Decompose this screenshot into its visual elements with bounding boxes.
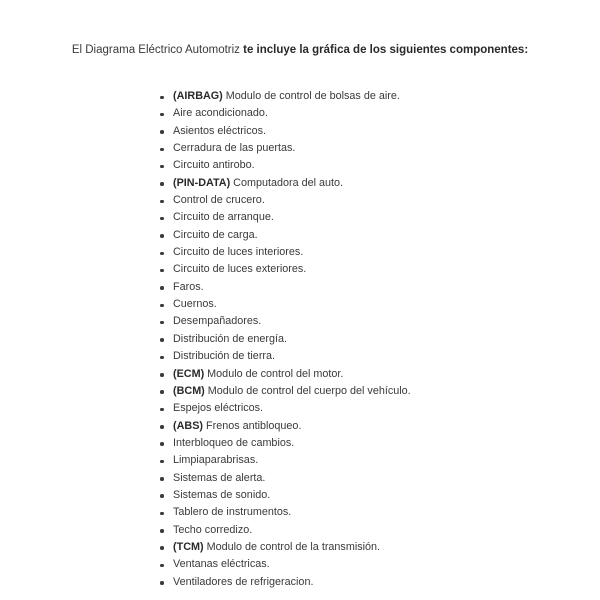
component-description: Aire acondicionado. xyxy=(173,107,268,120)
list-item xyxy=(158,487,411,504)
component-description: Interbloqueo de cambios. xyxy=(173,436,295,449)
list-item xyxy=(158,88,411,105)
list-item xyxy=(158,279,411,296)
list-item xyxy=(158,175,411,192)
component-description: Circuito de luces interiores. xyxy=(173,246,304,259)
list-item xyxy=(158,504,411,521)
component-description: Circuito de arranque. xyxy=(173,211,274,224)
component-description: Control de crucero. xyxy=(173,194,265,207)
component-description: Cerradura de las puertas. xyxy=(173,142,296,155)
component-description: Espejos eléctricos. xyxy=(173,402,264,415)
list-item xyxy=(158,227,411,244)
component-code: (PIN-DATA) xyxy=(173,176,231,189)
list-item xyxy=(158,539,411,556)
component-description: Sistemas de sonido. xyxy=(173,488,271,501)
component-code: (TCM) xyxy=(173,540,204,553)
list-item xyxy=(158,105,411,122)
component-description: Circuito antirobo. xyxy=(173,159,255,172)
list-item xyxy=(158,522,411,539)
component-description: Cuernos. xyxy=(173,298,217,311)
component-description: Frenos antibloqueo. xyxy=(203,419,302,432)
component-description: Techo corredizo. xyxy=(173,523,253,536)
component-description: Desempañadores. xyxy=(173,315,262,328)
component-description: Sistemas de alerta. xyxy=(173,471,266,484)
list-item xyxy=(158,331,411,348)
list-item xyxy=(158,261,411,278)
list-item xyxy=(158,157,411,174)
list-item xyxy=(158,348,411,365)
list-item xyxy=(158,123,411,140)
list-item xyxy=(158,470,411,487)
list-item xyxy=(158,209,411,226)
list-item xyxy=(158,400,411,417)
list-item xyxy=(158,452,411,469)
list-item xyxy=(158,556,411,573)
component-description: Computadora del auto. xyxy=(230,176,344,189)
component-description: Limpiaparabrisas. xyxy=(173,454,259,467)
component-code: (BCM) xyxy=(173,384,205,397)
component-description: Asientos eléctricos. xyxy=(173,124,267,137)
list-item xyxy=(158,313,411,330)
component-code: (ECM) xyxy=(173,367,205,380)
list-item xyxy=(158,574,411,591)
component-description: Tablero de instrumentos. xyxy=(173,506,292,519)
component-description: Ventanas eléctricas. xyxy=(173,558,270,571)
list-item xyxy=(158,140,411,157)
component-description: Modulo de control de bolsas de aire. xyxy=(222,90,400,102)
component-description: Circuito de carga. xyxy=(173,228,258,241)
list-item xyxy=(158,383,411,400)
intro-paragraph xyxy=(60,42,540,58)
component-code: (AIRBAG) xyxy=(173,90,223,102)
component-description: Modulo de control del motor. xyxy=(204,367,344,380)
list-item xyxy=(158,366,411,383)
component-description: Circuito de luces exteriores. xyxy=(173,263,307,276)
list-item xyxy=(158,435,411,452)
list-item xyxy=(158,296,411,313)
component-description: Distribución de energía. xyxy=(173,332,288,345)
list-item xyxy=(158,244,411,261)
component-description: Ventiladores de refrigeracion. xyxy=(173,575,314,588)
list-item xyxy=(158,418,411,435)
list-item xyxy=(158,192,411,209)
component-description: Modulo de control de la transmisión. xyxy=(203,540,381,553)
component-description: Modulo de control del cuerpo del vehículo. xyxy=(204,384,411,397)
component-description: Faros. xyxy=(173,280,204,293)
component-code: (ABS) xyxy=(173,419,203,432)
intro-text: El Diagrama Eléctrico Automotriz xyxy=(71,44,244,56)
intro-bold-text: te incluye la gráfica de los siguientes componentes: xyxy=(243,44,529,56)
component-description: Distribución de tierra. xyxy=(173,350,276,363)
components-list xyxy=(158,88,411,591)
